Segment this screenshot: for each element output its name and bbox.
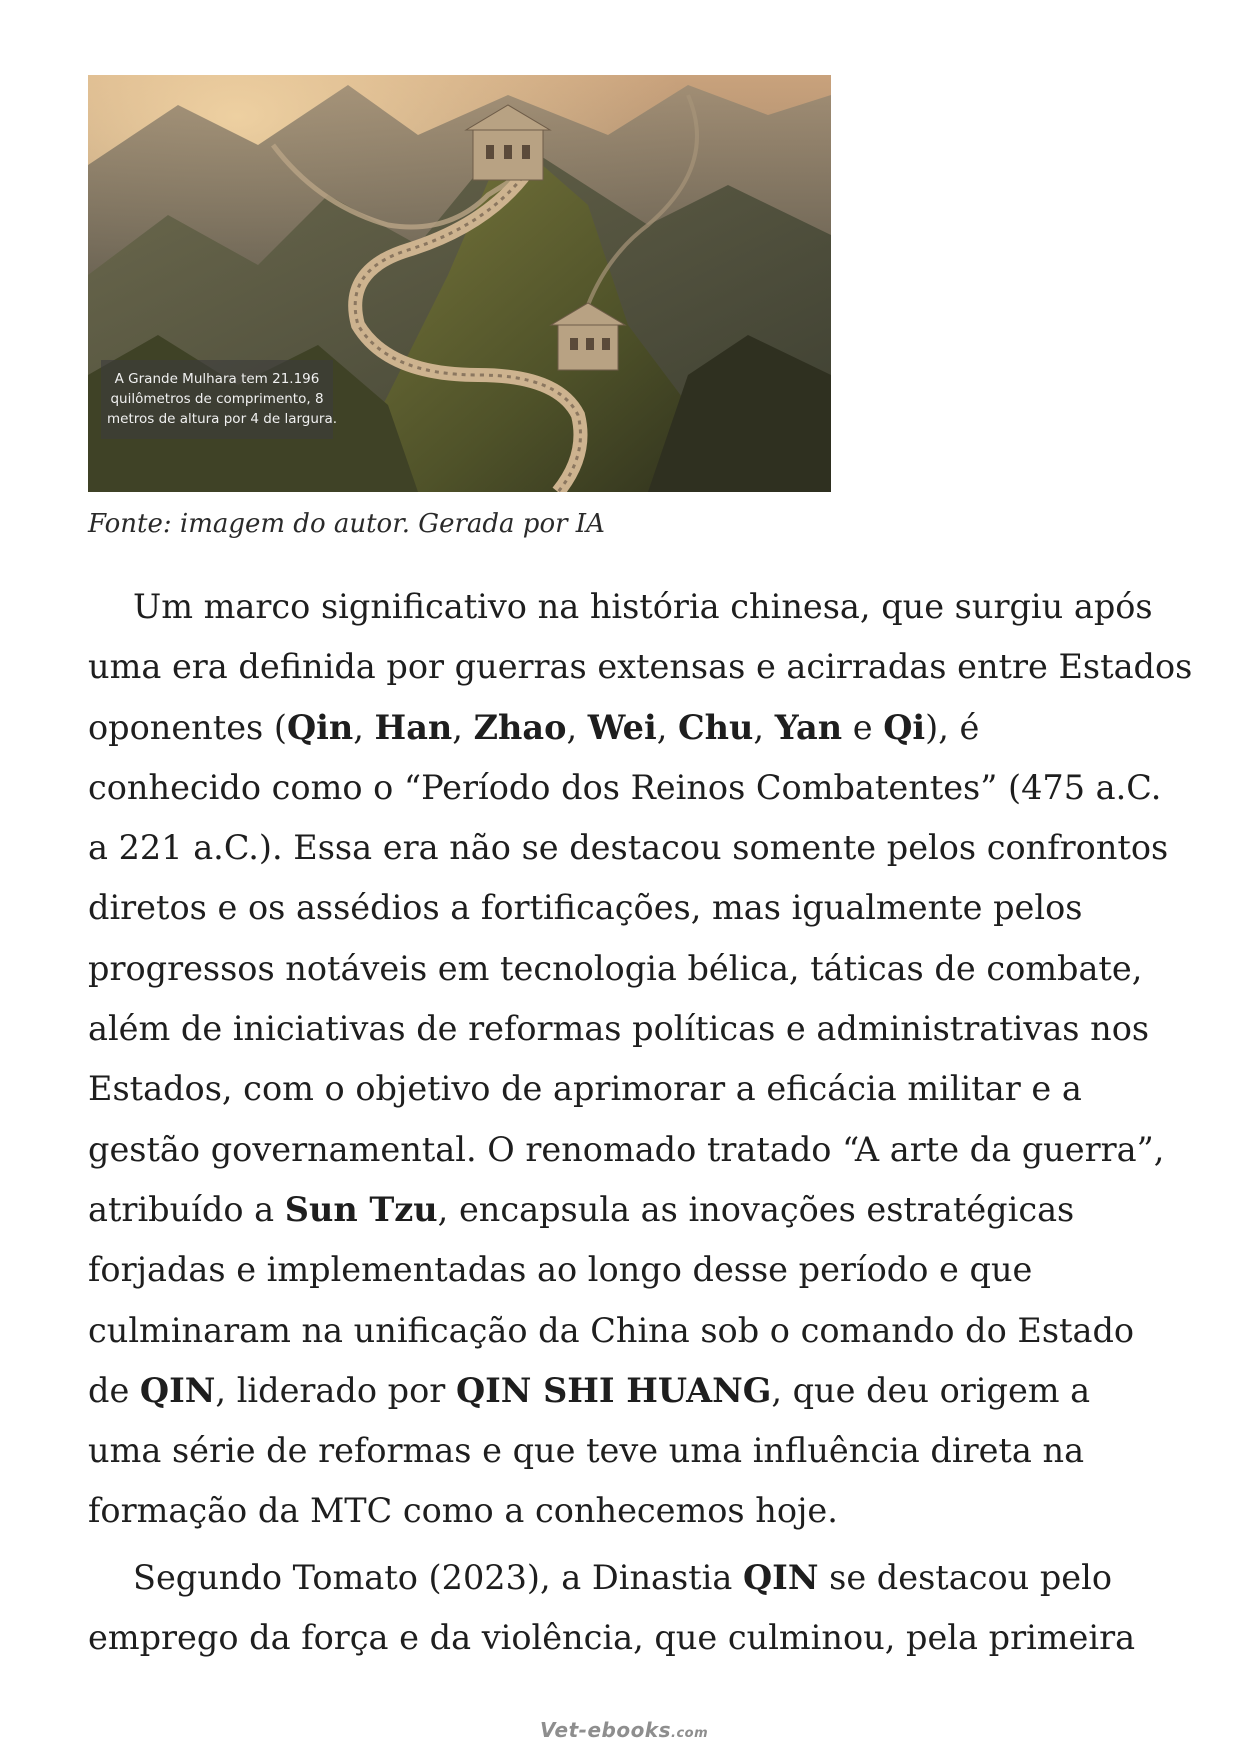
text-line — [88, 758, 1188, 818]
text-line — [88, 1481, 1188, 1541]
overlay-line: A Grande Mulhara tem 21.196 — [114, 371, 320, 387]
paragraph — [88, 1542, 1188, 1669]
image-overlay-text — [101, 360, 338, 439]
text-run: e — [842, 707, 884, 747]
text-run: , — [353, 707, 375, 747]
text-run: emprego da força e da violência, que culminou, pela primeira — [88, 1618, 1136, 1658]
overlay-line: quilômetros de comprimento, 8 — [110, 391, 324, 407]
text-run: forjadas e implementadas ao longo desse período e que — [88, 1250, 1033, 1290]
text-line — [88, 637, 1193, 697]
text-run: além de iniciativas de reformas políticas e administrativas nos — [88, 1009, 1150, 1049]
text-run: Segundo Tomato (2023), a Dinastia — [133, 1557, 743, 1597]
text-run: conhecido como o “Período dos Reinos Combatentes” (475 a.C. — [88, 767, 1162, 807]
bold-term: QIN — [743, 1557, 819, 1597]
bold-term: Qi — [883, 707, 926, 747]
bold-term: Qin — [286, 707, 354, 747]
bold-term: Sun Tzu — [284, 1189, 438, 1229]
text-run: de — [88, 1370, 140, 1410]
text-run: a 221 a.C.). Essa era não se destacou somente pelos confrontos — [88, 828, 1169, 868]
bold-term: QIN SHI HUANG — [455, 1370, 772, 1410]
body-text — [88, 577, 1193, 1668]
paragraph — [88, 577, 1193, 1542]
figure-caption: Fonte: imagem do autor. Gerada por IA — [88, 509, 605, 539]
text-line — [88, 1120, 1188, 1180]
text-run: oponentes ( — [88, 707, 287, 747]
text-line — [88, 999, 1188, 1059]
text-run: progressos notáveis em tecnologia bélica, táticas de combate, — [88, 948, 1143, 988]
bold-term: Han — [374, 707, 453, 747]
overlay-line: metros de altura por 4 de largura. — [107, 411, 338, 427]
great-wall-image — [88, 75, 831, 492]
text-run: , que deu origem a — [771, 1370, 1091, 1410]
text-line — [88, 1361, 1188, 1421]
text-run: diretos e os assédios a fortificações, mas igualmente pelos — [88, 888, 1083, 928]
text-line — [88, 878, 1188, 938]
text-line — [88, 1548, 1188, 1608]
text-run: gestão governamental. O renomado tratado “A arte da guerra”, — [88, 1129, 1165, 1169]
text-run: Um marco significativo na história chinesa, que surgiu após — [133, 587, 1153, 626]
text-line — [88, 1240, 1188, 1300]
watermark-main: Vet-ebooks — [540, 1718, 672, 1742]
text-line — [88, 939, 1188, 999]
text-line — [88, 1421, 1188, 1481]
text-run: uma era definida por guerras extensas e acirradas entre Estados — [88, 647, 1193, 687]
text-run: formação da MTC como a conhecemos hoje. — [88, 1491, 838, 1531]
bold-term: Chu — [678, 707, 754, 747]
text-line — [88, 577, 1188, 637]
text-line — [88, 1608, 1188, 1668]
text-run: , — [452, 707, 474, 747]
text-run: , encapsula as inovações estratégicas — [437, 1189, 1075, 1229]
text-run: se destacou pelo — [818, 1557, 1113, 1597]
text-run: culminaram na unificação da China sob o comando do Estado — [88, 1310, 1135, 1350]
text-line — [88, 698, 1188, 758]
text-line — [88, 1059, 1188, 1119]
text-run: , — [566, 707, 588, 747]
watermark-logo — [540, 1718, 708, 1742]
text-line — [88, 1180, 1188, 1240]
text-run: , — [656, 707, 679, 747]
bold-term: Yan — [774, 707, 843, 747]
text-run: , — [753, 707, 775, 747]
text-run: , liderado por — [215, 1370, 456, 1410]
text-run: uma série de reformas e que teve uma influência direta na — [88, 1431, 1085, 1471]
bold-term: QIN — [139, 1370, 216, 1410]
watermark-suffix: .com — [671, 1726, 709, 1741]
text-line — [88, 818, 1188, 878]
text-run: atribuído a — [88, 1189, 285, 1229]
text-run: ), é — [925, 707, 980, 747]
text-run: Estados, com o objetivo de aprimorar a eficácia militar e a — [88, 1069, 1082, 1109]
bold-term: Zhao — [473, 707, 567, 747]
bold-term: Wei — [587, 707, 657, 747]
text-line — [88, 1301, 1188, 1361]
